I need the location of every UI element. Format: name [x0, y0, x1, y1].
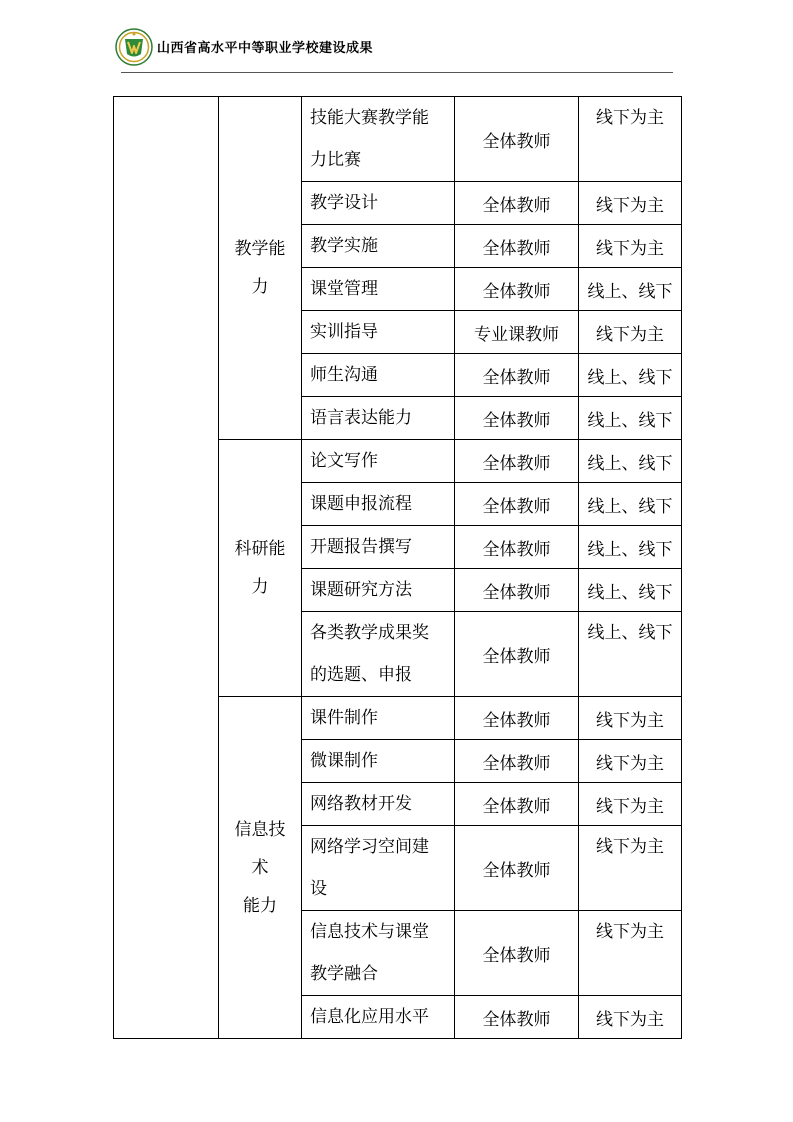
category-label: 科研能 [234, 539, 286, 559]
category-label: 信息技 [234, 819, 286, 840]
mode-cell: 线下为主 [579, 740, 682, 783]
target-cell: 全体教师 [455, 569, 579, 612]
item-cell [302, 612, 455, 697]
item-cell: 实训指导 [302, 311, 455, 354]
category-label: 力 [251, 277, 269, 297]
target-cell: 专业课教师 [455, 311, 579, 354]
target-cell: 全体教师 [455, 268, 579, 311]
mode-cell: 线上、线下 [579, 526, 682, 569]
target-cell: 全体教师 [455, 97, 579, 182]
target-cell: 全体教师 [455, 397, 579, 440]
category-teaching-cell [219, 97, 302, 440]
item-cell: 课题研究方法 [302, 569, 455, 612]
item-text: 各类教学成果奖 [310, 623, 429, 643]
item-cell [302, 826, 455, 911]
item-cell: 课堂管理 [302, 268, 455, 311]
mode-cell: 线下为主 [579, 697, 682, 740]
mode-cell: 线下为主 [579, 783, 682, 826]
target-cell: 全体教师 [455, 526, 579, 569]
target-cell: 全体教师 [455, 996, 579, 1039]
item-cell: 教学设计 [302, 182, 455, 225]
item-cell: 微课制作 [302, 740, 455, 783]
mode-cell: 线下为主 [579, 311, 682, 354]
target-cell: 全体教师 [455, 483, 579, 526]
target-cell: 全体教师 [455, 697, 579, 740]
category-research-cell [219, 440, 302, 697]
item-text: 教学融合 [310, 964, 378, 984]
item-cell [302, 97, 455, 182]
mode-cell: 线上、线下 [579, 397, 682, 440]
item-cell: 信息化应用水平 [302, 996, 455, 1039]
table-row [114, 97, 682, 182]
header-divider [121, 72, 673, 73]
item-text: 技能大赛教学能 [310, 108, 429, 128]
target-cell: 全体教师 [455, 354, 579, 397]
category-label: 教学能 [234, 239, 286, 259]
item-text: 设 [310, 879, 327, 899]
category-label: 力 [251, 577, 269, 597]
item-cell: 师生沟通 [302, 354, 455, 397]
mode-cell: 线上、线下 [579, 612, 682, 697]
mode-cell: 线下为主 [579, 911, 682, 996]
mode-cell: 线上、线下 [579, 440, 682, 483]
category-label: 能力 [243, 895, 277, 916]
target-cell: 全体教师 [455, 182, 579, 225]
target-cell: 全体教师 [455, 740, 579, 783]
mode-cell: 线下为主 [579, 182, 682, 225]
item-text: 网络学习空间建 [310, 837, 429, 857]
mode-cell: 线上、线下 [579, 483, 682, 526]
mode-cell: 线下为主 [579, 996, 682, 1039]
item-cell: 论文写作 [302, 440, 455, 483]
category-label: 术 [251, 857, 269, 878]
mode-cell: 线下为主 [579, 225, 682, 268]
item-text: 的选题、申报 [310, 665, 412, 685]
target-cell: 全体教师 [455, 225, 579, 268]
mode-cell: 线上、线下 [579, 354, 682, 397]
outer-category-cell [114, 97, 219, 1039]
item-cell: 教学实施 [302, 225, 455, 268]
target-cell: 全体教师 [455, 826, 579, 911]
item-cell [302, 911, 455, 996]
category-it-cell [219, 697, 302, 1039]
item-cell: 语言表达能力 [302, 397, 455, 440]
target-cell: 全体教师 [455, 612, 579, 697]
item-cell: 课件制作 [302, 697, 455, 740]
training-content-table [113, 96, 682, 1039]
page-header [113, 28, 673, 74]
mode-cell: 线下为主 [579, 97, 682, 182]
item-text: 信息技术与课堂 [310, 922, 429, 942]
mode-cell: 线上、线下 [579, 268, 682, 311]
item-cell: 课题申报流程 [302, 483, 455, 526]
mode-cell: 线下为主 [579, 826, 682, 911]
school-emblem-icon [115, 28, 153, 66]
target-cell: 全体教师 [455, 783, 579, 826]
item-cell: 网络教材开发 [302, 783, 455, 826]
header-title: 山西省高水平中等职业学校建设成果 [157, 41, 374, 56]
mode-cell: 线上、线下 [579, 569, 682, 612]
target-cell: 全体教师 [455, 440, 579, 483]
item-cell: 开题报告撰写 [302, 526, 455, 569]
target-cell: 全体教师 [455, 911, 579, 996]
item-text: 力比赛 [310, 150, 361, 170]
